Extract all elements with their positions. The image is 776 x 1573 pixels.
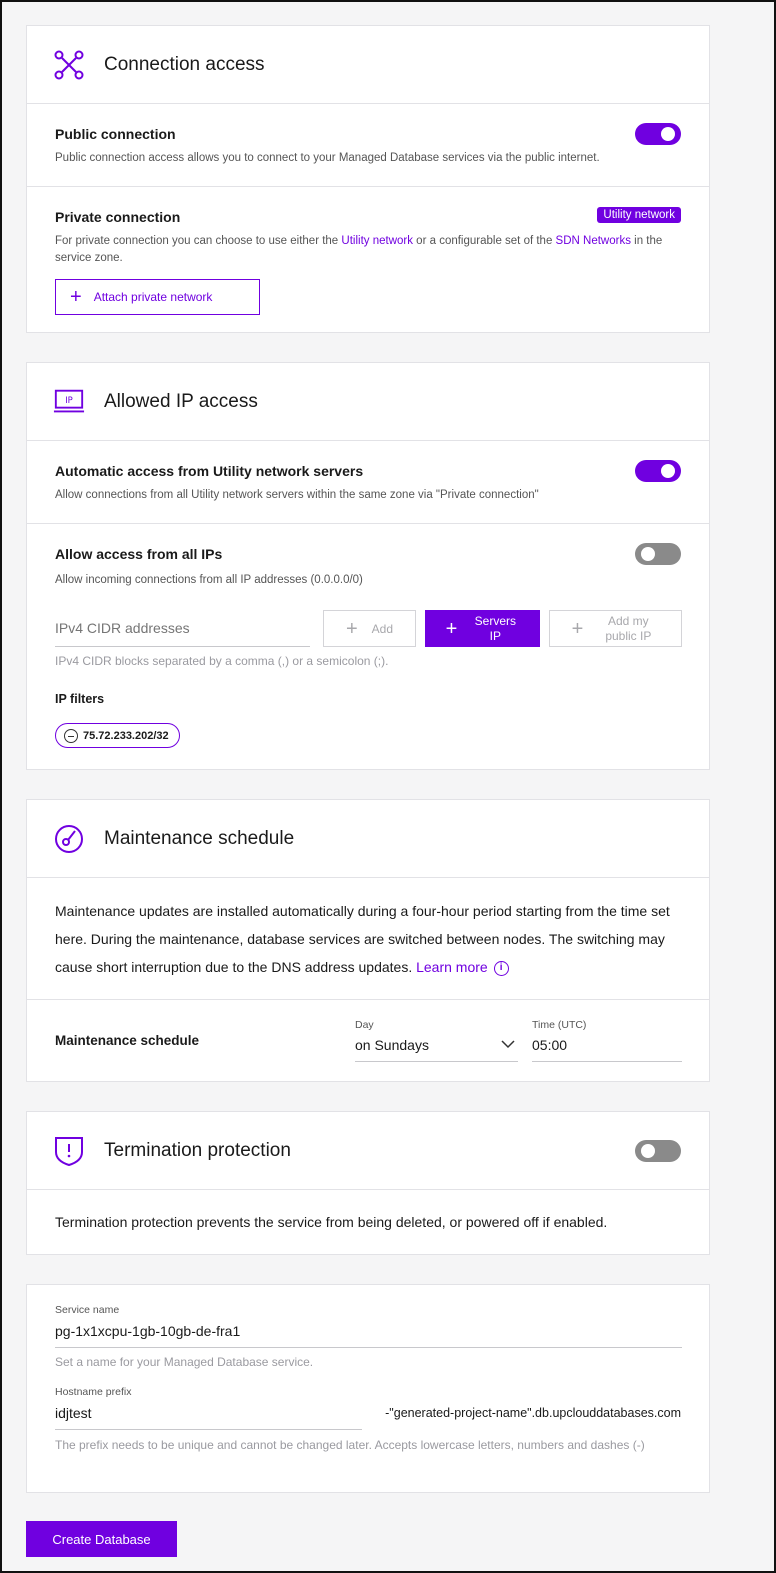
allowed-ip-header (27, 363, 709, 441)
public-connection-toggle[interactable] (635, 123, 681, 145)
automatic-access-description: Allow connections from all Utility network servers within the same zone via "Private connection" (55, 489, 539, 501)
automatic-access-title: Automatic access from Utility network servers (55, 463, 364, 479)
maintenance-schedule-section (27, 1000, 709, 1082)
private-connection-description (55, 233, 675, 267)
chevron-down-icon (500, 1036, 516, 1057)
maintenance-description (55, 897, 685, 981)
allowed-ip-title: Allowed IP access (104, 390, 258, 412)
service-name-hint: Set a name for your Managed Database service. (55, 1355, 314, 1369)
all-ips-toggle[interactable] (635, 543, 681, 565)
public-connection-title: Public connection (55, 126, 176, 142)
info-icon[interactable]: i (494, 961, 509, 976)
ip-monitor-icon (53, 386, 85, 418)
maintenance-title: Maintenance schedule (104, 827, 295, 849)
desc-text: For private connection you can choose to use either the (55, 235, 342, 247)
desc-text: or a configurable set of the (412, 235, 556, 247)
connection-access-card (26, 25, 710, 333)
ip-filter-chip[interactable] (55, 723, 180, 748)
maintenance-description-section (27, 878, 709, 1000)
cidr-input[interactable] (55, 610, 310, 647)
private-connection-section (27, 187, 709, 332)
remove-circle-icon[interactable] (64, 729, 78, 743)
plus-icon: + (571, 617, 584, 640)
toggle-knob (661, 127, 675, 141)
automatic-access-section (27, 441, 709, 524)
attach-private-network-label: Attach private network (93, 290, 213, 304)
add-cidr-label: Add (371, 621, 394, 636)
connection-access-title: Connection access (104, 53, 265, 75)
service-card (26, 1284, 710, 1493)
plus-icon: + (345, 617, 358, 640)
add-cidr-button[interactable] (323, 610, 416, 647)
day-select-value: on Sundays (355, 1037, 429, 1053)
ip-filter-value: 75.72.233.202/32 (83, 729, 169, 742)
all-ips-title: Allow access from all IPs (55, 546, 223, 562)
day-label: Day (355, 1019, 374, 1031)
public-connection-description: Public connection access allows you to connect to your Managed Database services via the public internet. (55, 152, 600, 164)
plus-icon: + (70, 286, 82, 308)
all-ips-description: Allow incoming connections from all IP addresses (0.0.0.0/0) (55, 574, 363, 586)
time-label: Time (UTC) (532, 1019, 587, 1031)
toggle-knob (661, 464, 675, 478)
time-input[interactable] (532, 1034, 682, 1062)
add-my-public-ip-button[interactable] (549, 610, 682, 647)
hostname-prefix-label: Hostname prefix (55, 1386, 132, 1398)
allowed-ip-card (26, 362, 710, 770)
network-nodes-icon (53, 49, 85, 81)
utility-network-badge: Utility network (597, 207, 681, 223)
public-connection-section (27, 104, 709, 187)
service-name-label: Service name (55, 1304, 120, 1316)
termination-title: Termination protection (104, 1139, 291, 1161)
automatic-access-toggle[interactable] (635, 460, 681, 482)
hostname-suffix: -"generated-project-name".db.upclouddatabases.com (385, 1406, 681, 1420)
toggle-knob (641, 547, 655, 561)
desc-text: in the service zone. (55, 235, 663, 264)
hostname-prefix-hint: The prefix needs to be unique and cannot be changed later. Accepts lowercase letters, numbers and dashes (-) (55, 1438, 645, 1452)
shield-alert-icon (53, 1135, 85, 1167)
plus-icon: + (445, 617, 458, 640)
connection-access-header (27, 26, 709, 104)
day-select[interactable] (355, 1034, 518, 1062)
maintenance-card (26, 799, 710, 1082)
cidr-hint: IPv4 CIDR blocks separated by a comma (,) or a semicolon (;). (55, 654, 389, 668)
create-database-button[interactable] (26, 1521, 177, 1557)
ip-filters-title: IP filters (55, 692, 105, 706)
create-database-label: Create Database (52, 1531, 151, 1547)
hostname-prefix-input[interactable] (55, 1401, 362, 1430)
servers-ip-button[interactable] (425, 610, 540, 647)
add-my-public-ip-label: Add my public IP (605, 613, 652, 643)
service-name-value: pg-1x1xcpu-1gb-10gb-de-fra1 (55, 1323, 241, 1339)
termination-card (26, 1111, 710, 1255)
hostname-prefix-value: idjtest (55, 1405, 92, 1421)
maintenance-header (27, 800, 709, 878)
termination-header (27, 1112, 709, 1190)
utility-network-link[interactable]: Utility network (341, 235, 413, 247)
time-input-value: 05:00 (532, 1037, 568, 1053)
termination-description-section (27, 1190, 709, 1255)
learn-more-link[interactable]: Learn more (416, 959, 488, 975)
maintenance-description-text: Maintenance updates are installed automatically during a four-hour period starting from the time set here. During the maintenance, database services are switched between nodes. The switching may cause short interruption due to the DNS address updates. (55, 903, 670, 975)
svg-text:IP: IP (65, 394, 73, 405)
toggle-knob (641, 1144, 655, 1158)
all-ips-section (27, 524, 709, 769)
maintenance-schedule-label: Maintenance schedule (55, 1033, 200, 1048)
attach-private-network-button[interactable] (55, 279, 260, 315)
termination-description: Termination protection prevents the service from being deleted, or powered off if enabled. (55, 1214, 608, 1230)
sdn-networks-link[interactable]: SDN Networks (555, 235, 631, 247)
gauge-icon (53, 823, 85, 855)
termination-toggle[interactable] (635, 1140, 681, 1162)
private-connection-title: Private connection (55, 209, 181, 225)
servers-ip-label: Servers IP (474, 613, 517, 643)
service-name-input[interactable] (55, 1319, 682, 1348)
